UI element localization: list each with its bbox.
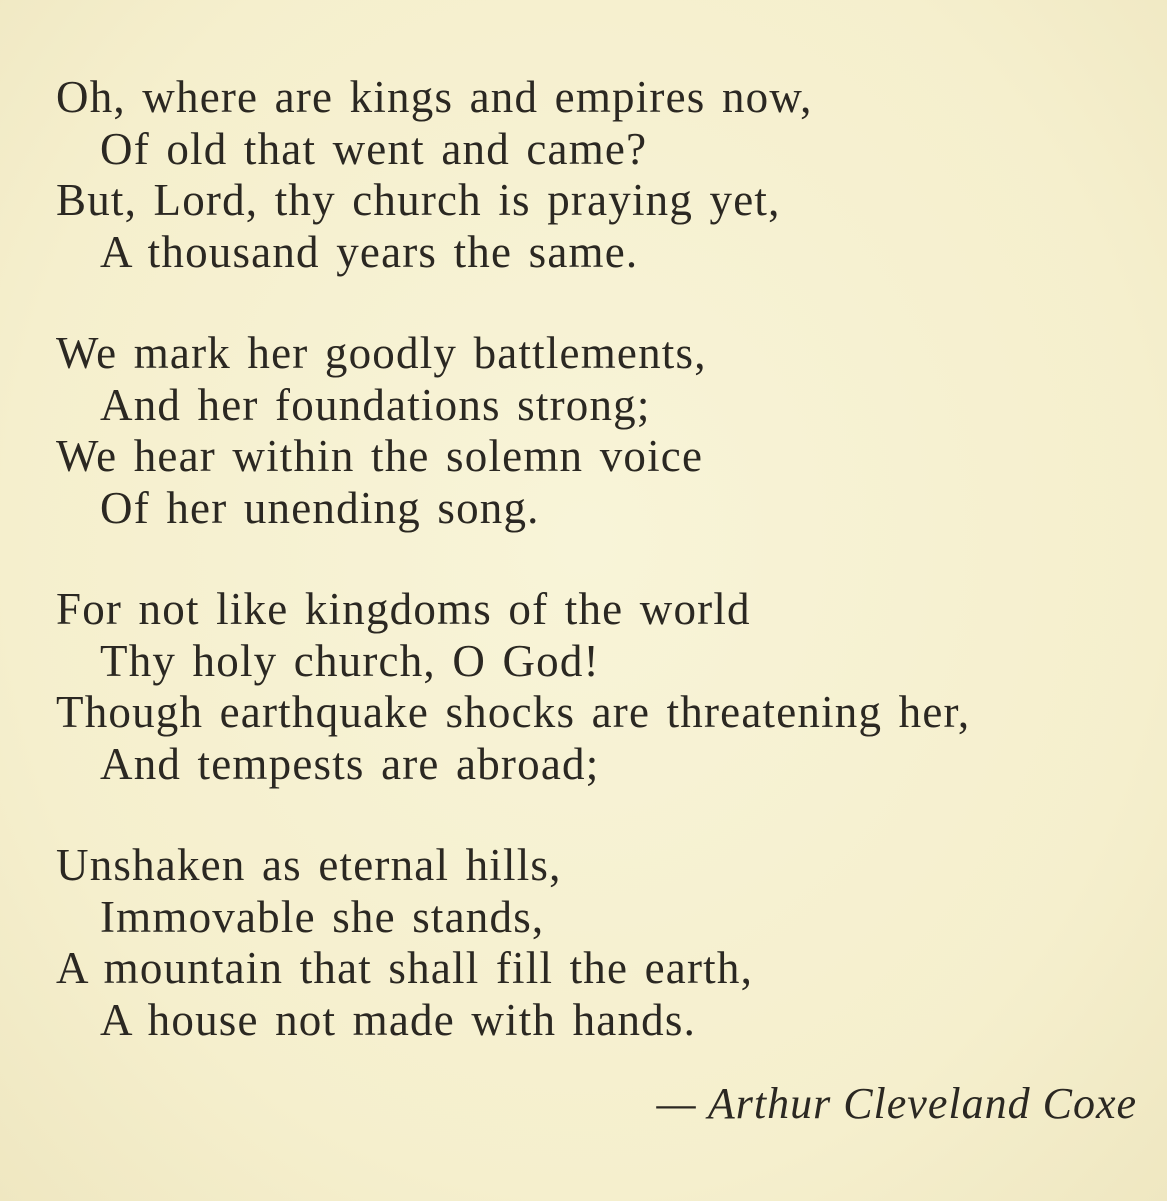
poem-line: Though earthquake shocks are threatening her, (56, 687, 971, 737)
poem-line: A thousand years the same. (100, 226, 639, 277)
poem-line: A house not made with hands. (100, 994, 697, 1045)
poem-line: For not like kingdoms of the world (56, 584, 751, 634)
stanza-2 (56, 328, 1136, 534)
poem-line: But, Lord, thy church is praying yet, (56, 175, 781, 225)
stanza-4 (56, 840, 1136, 1046)
poem-line: Of old that went and came? (100, 123, 648, 174)
poem-line: Oh, where are kings and empires now, (56, 72, 813, 122)
poem-line: Of her unending song. (100, 482, 540, 533)
poem-line: Unshaken as eternal hills, (56, 840, 562, 890)
poem-line: We mark her goodly battlements, (56, 328, 707, 378)
poem-line: A mountain that shall fill the earth, (56, 943, 754, 993)
stanza-1 (56, 72, 1136, 278)
poem-line: Immovable she stands, (100, 891, 545, 942)
poem-line: We hear within the solemn voice (56, 431, 704, 481)
poem-line: And tempests are abroad; (100, 738, 600, 789)
poem-body (56, 72, 1136, 1096)
poem-line: And her foundations strong; (100, 379, 651, 430)
poem-line: Thy holy church, O God! (100, 635, 600, 686)
poem-attribution: — Arthur Cleveland Coxe (656, 1079, 1137, 1128)
stanza-3 (56, 584, 1136, 790)
